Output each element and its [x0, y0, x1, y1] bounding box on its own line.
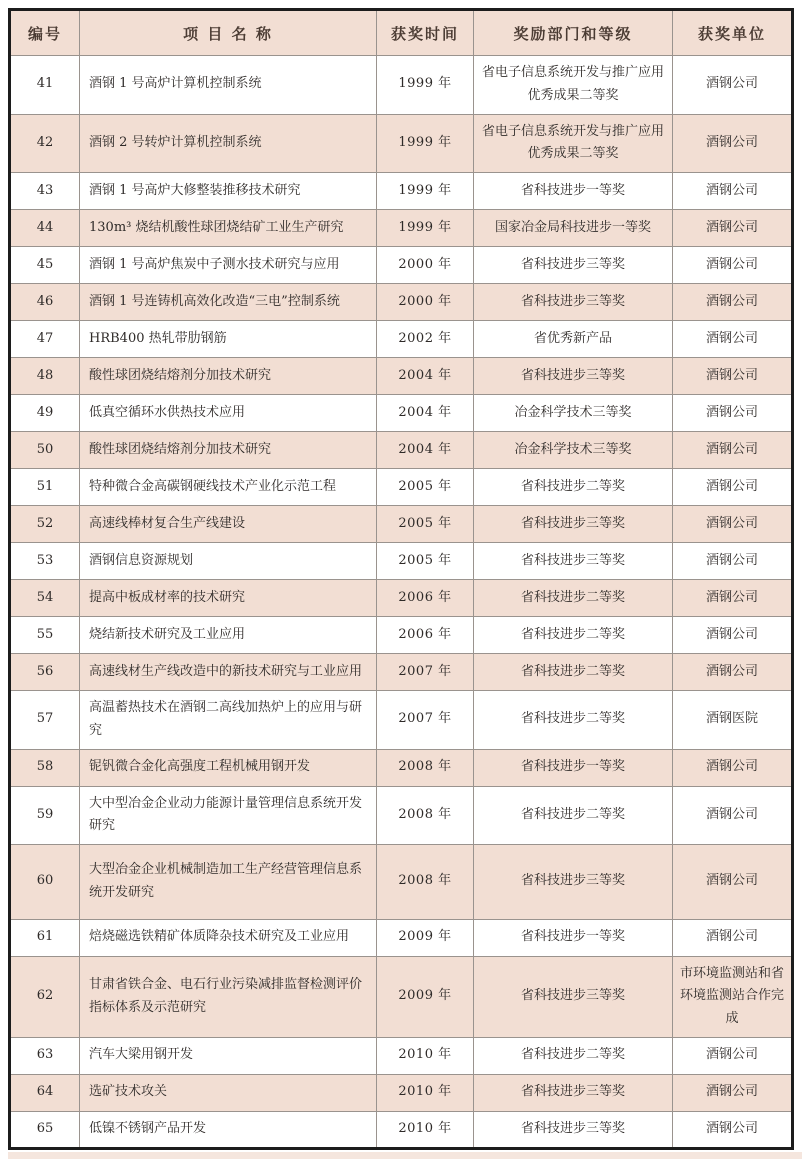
award-dept-level: 省科技进步二等奖 — [474, 469, 673, 506]
header-project-name: 项 目 名 称 — [80, 10, 377, 56]
project-name: 大型冶金企业机械制造加工生产经营管理信息系统开发研究 — [80, 845, 377, 920]
award-year: 2004 年 — [377, 432, 474, 469]
project-name: 酸性球团烧结熔剂分加技术研究 — [80, 432, 377, 469]
award-dept-level: 省科技进步三等奖 — [474, 543, 673, 580]
table-row — [10, 1111, 793, 1148]
table-row — [10, 543, 793, 580]
award-year: 2006 年 — [377, 580, 474, 617]
table-row — [10, 56, 793, 115]
project-name: 酒钢信息资源规划 — [80, 543, 377, 580]
award-unit: 酒钢公司 — [673, 284, 793, 321]
award-unit: 酒钢公司 — [673, 173, 793, 210]
award-unit: 酒钢公司 — [673, 506, 793, 543]
project-name: 酒钢 1 号高炉焦炭中子测水技术研究与应用 — [80, 247, 377, 284]
table-row — [10, 691, 793, 750]
row-number: 45 — [10, 247, 80, 284]
header-id: 编号 — [10, 10, 80, 56]
award-dept-level: 省科技进步二等奖 — [474, 617, 673, 654]
row-number: 52 — [10, 506, 80, 543]
row-number: 58 — [10, 749, 80, 786]
row-number: 48 — [10, 358, 80, 395]
award-year: 2006 年 — [377, 617, 474, 654]
award-dept-level: 冶金科学技术三等奖 — [474, 395, 673, 432]
award-unit: 酒钢公司 — [673, 358, 793, 395]
row-number: 64 — [10, 1074, 80, 1111]
award-year: 2005 年 — [377, 543, 474, 580]
award-dept-level: 省科技进步三等奖 — [474, 1074, 673, 1111]
award-dept-level: 省科技进步三等奖 — [474, 956, 673, 1037]
award-unit: 酒钢公司 — [673, 395, 793, 432]
row-number: 62 — [10, 956, 80, 1037]
table-row — [10, 114, 793, 173]
award-year: 2002 年 — [377, 321, 474, 358]
table-row — [10, 395, 793, 432]
award-dept-level: 省科技进步三等奖 — [474, 284, 673, 321]
award-unit: 酒钢公司 — [673, 1037, 793, 1074]
award-dept-level: 省电子信息系统开发与推广应用优秀成果二等奖 — [474, 114, 673, 173]
award-unit: 酒钢公司 — [673, 56, 793, 115]
award-dept-level: 省科技进步二等奖 — [474, 1037, 673, 1074]
table-row — [10, 617, 793, 654]
header-award-year: 获奖时间 — [377, 10, 474, 56]
table-body — [10, 56, 793, 1149]
award-year: 2005 年 — [377, 506, 474, 543]
table-row — [10, 210, 793, 247]
row-number: 61 — [10, 919, 80, 956]
project-name: 铌钒微合金化高强度工程机械用钢开发 — [80, 749, 377, 786]
table-row — [10, 580, 793, 617]
row-number: 42 — [10, 114, 80, 173]
award-year: 2000 年 — [377, 247, 474, 284]
award-year: 2007 年 — [377, 654, 474, 691]
project-name: 酒钢 1 号高炉大修整装推移技术研究 — [80, 173, 377, 210]
award-year: 2010 年 — [377, 1111, 474, 1148]
award-unit: 酒钢公司 — [673, 543, 793, 580]
table-row — [10, 469, 793, 506]
project-name: 高速线材生产线改造中的新技术研究与工业应用 — [80, 654, 377, 691]
award-unit: 酒钢公司 — [673, 432, 793, 469]
row-number: 53 — [10, 543, 80, 580]
award-year: 2010 年 — [377, 1037, 474, 1074]
project-name: 提高中板成材率的技术研究 — [80, 580, 377, 617]
award-year: 1999 年 — [377, 114, 474, 173]
table-row — [10, 919, 793, 956]
award-unit: 市环境监测站和省环境监测站合作完成 — [673, 956, 793, 1037]
header-award-unit: 获奖单位 — [673, 10, 793, 56]
award-dept-level: 省科技进步二等奖 — [474, 691, 673, 750]
award-dept-level: 国家冶金局科技进步一等奖 — [474, 210, 673, 247]
table-row — [10, 845, 793, 920]
table-row — [10, 432, 793, 469]
award-year: 2007 年 — [377, 691, 474, 750]
table-row — [10, 1037, 793, 1074]
project-name: 酒钢 2 号转炉计算机控制系统 — [80, 114, 377, 173]
project-name: 选矿技术攻关 — [80, 1074, 377, 1111]
row-number: 49 — [10, 395, 80, 432]
award-dept-level: 省科技进步二等奖 — [474, 654, 673, 691]
award-year: 2009 年 — [377, 919, 474, 956]
award-unit: 酒钢公司 — [673, 845, 793, 920]
table-row — [10, 284, 793, 321]
row-number: 46 — [10, 284, 80, 321]
project-name: 烧结新技术研究及工业应用 — [80, 617, 377, 654]
project-name: 高速线棒材复合生产线建设 — [80, 506, 377, 543]
project-name: 汽车大梁用钢开发 — [80, 1037, 377, 1074]
project-name: 特种微合金高碳钢硬线技术产业化示范工程 — [80, 469, 377, 506]
award-unit: 酒钢公司 — [673, 749, 793, 786]
award-dept-level: 省优秀新产品 — [474, 321, 673, 358]
table-row — [10, 786, 793, 845]
award-year: 2000 年 — [377, 284, 474, 321]
award-dept-level: 省科技进步二等奖 — [474, 580, 673, 617]
award-year: 2005 年 — [377, 469, 474, 506]
award-unit: 酒钢公司 — [673, 580, 793, 617]
row-number: 47 — [10, 321, 80, 358]
project-name: HRB400 热轧带肋钢筋 — [80, 321, 377, 358]
award-unit: 酒钢公司 — [673, 247, 793, 284]
project-name: 焙烧磁选铁精矿体质降杂技术研究及工业应用 — [80, 919, 377, 956]
project-name: 酒钢 1 号连铸机高效化改造“三电”控制系统 — [80, 284, 377, 321]
award-dept-level: 冶金科学技术三等奖 — [474, 432, 673, 469]
award-unit: 酒钢公司 — [673, 786, 793, 845]
award-dept-level: 省电子信息系统开发与推广应用优秀成果二等奖 — [474, 56, 673, 115]
header-row — [10, 10, 793, 56]
row-number: 57 — [10, 691, 80, 750]
row-number: 50 — [10, 432, 80, 469]
award-year: 1999 年 — [377, 173, 474, 210]
award-year: 2008 年 — [377, 845, 474, 920]
award-dept-level: 省科技进步二等奖 — [474, 786, 673, 845]
award-unit: 酒钢公司 — [673, 654, 793, 691]
award-dept-level: 省科技进步一等奖 — [474, 749, 673, 786]
awards-table — [8, 8, 794, 1150]
row-number: 54 — [10, 580, 80, 617]
award-dept-level: 省科技进步一等奖 — [474, 919, 673, 956]
row-number: 43 — [10, 173, 80, 210]
award-dept-level: 省科技进步三等奖 — [474, 506, 673, 543]
project-name: 酸性球团烧结熔剂分加技术研究 — [80, 358, 377, 395]
award-unit: 酒钢公司 — [673, 617, 793, 654]
table-row — [10, 173, 793, 210]
header-award-dept-level: 奖励部门和等级 — [474, 10, 673, 56]
award-year: 1999 年 — [377, 210, 474, 247]
project-name: 高温蓄热技术在酒钢二高线加热炉上的应用与研究 — [80, 691, 377, 750]
award-dept-level: 省科技进步三等奖 — [474, 247, 673, 284]
row-number: 44 — [10, 210, 80, 247]
project-name: 大中型冶金企业动力能源计量管理信息系统开发研究 — [80, 786, 377, 845]
table-row — [10, 358, 793, 395]
row-number: 60 — [10, 845, 80, 920]
row-number: 65 — [10, 1111, 80, 1148]
row-number: 41 — [10, 56, 80, 115]
table-row — [10, 247, 793, 284]
table-row — [10, 1074, 793, 1111]
row-number: 56 — [10, 654, 80, 691]
project-name: 低镍不锈钢产品开发 — [80, 1111, 377, 1148]
project-name: 130m³ 烧结机酸性球团烧结矿工业生产研究 — [80, 210, 377, 247]
award-unit: 酒钢公司 — [673, 919, 793, 956]
table-row — [10, 956, 793, 1037]
award-dept-level: 省科技进步三等奖 — [474, 845, 673, 920]
award-unit: 酒钢医院 — [673, 691, 793, 750]
award-unit: 酒钢公司 — [673, 469, 793, 506]
table-row — [10, 321, 793, 358]
award-year: 2004 年 — [377, 395, 474, 432]
award-dept-level: 省科技进步一等奖 — [474, 173, 673, 210]
page-bottom-scan-strip — [8, 1152, 802, 1159]
project-name: 低真空循环水供热技术应用 — [80, 395, 377, 432]
award-year: 2010 年 — [377, 1074, 474, 1111]
award-year: 2004 年 — [377, 358, 474, 395]
row-number: 55 — [10, 617, 80, 654]
project-name: 甘肃省铁合金、电石行业污染减排监督检测评价指标体系及示范研究 — [80, 956, 377, 1037]
award-unit: 酒钢公司 — [673, 210, 793, 247]
table-header — [10, 10, 793, 56]
award-unit: 酒钢公司 — [673, 321, 793, 358]
award-dept-level: 省科技进步三等奖 — [474, 358, 673, 395]
table-row — [10, 506, 793, 543]
table-row — [10, 749, 793, 786]
award-year: 1999 年 — [377, 56, 474, 115]
award-dept-level: 省科技进步三等奖 — [474, 1111, 673, 1148]
award-unit: 酒钢公司 — [673, 114, 793, 173]
table-row — [10, 654, 793, 691]
award-year: 2009 年 — [377, 956, 474, 1037]
row-number: 63 — [10, 1037, 80, 1074]
project-name: 酒钢 1 号高炉计算机控制系统 — [80, 56, 377, 115]
row-number: 51 — [10, 469, 80, 506]
award-unit: 酒钢公司 — [673, 1111, 793, 1148]
row-number: 59 — [10, 786, 80, 845]
award-year: 2008 年 — [377, 786, 474, 845]
award-year: 2008 年 — [377, 749, 474, 786]
award-unit: 酒钢公司 — [673, 1074, 793, 1111]
